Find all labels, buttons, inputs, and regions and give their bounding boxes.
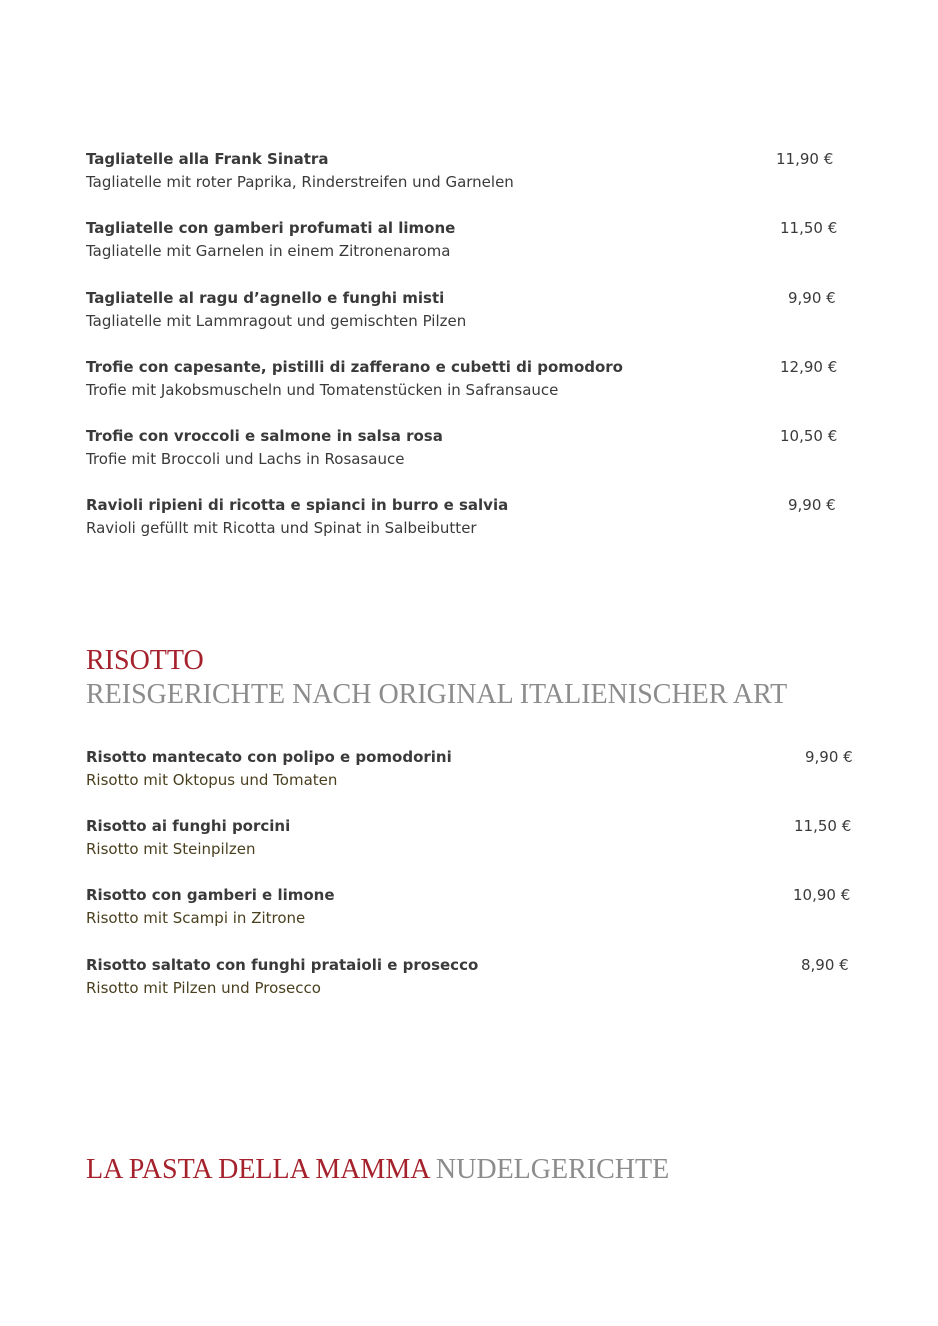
dish-price: 11,50 € <box>794 817 852 835</box>
dish-price: 11,50 € <box>780 219 838 237</box>
menu-item <box>86 815 866 861</box>
dish-description: Risotto mit Scampi in Zitrone <box>86 909 306 927</box>
dish-name: Tagliatelle al ragu d’agnello e funghi misti <box>86 289 445 307</box>
dish-description: Risotto mit Oktopus und Tomaten <box>86 771 338 789</box>
dish-price: 8,90 € <box>801 956 849 974</box>
dish-name: Trofie con vroccoli e salmone in salsa rosa <box>86 427 443 445</box>
dish-price: 9,90 € <box>805 748 853 766</box>
menu-item <box>86 356 866 402</box>
dish-description: Tagliatelle mit Garnelen in einem Zitronenaroma <box>86 242 451 260</box>
menu-item <box>86 954 866 1000</box>
dish-price: 10,50 € <box>780 427 838 445</box>
dish-price: 12,90 € <box>780 358 838 376</box>
section-subtitle: NUDELGERICHTE <box>435 1154 670 1185</box>
dish-name: Risotto mantecato con polipo e pomodorini <box>86 748 452 766</box>
dish-price: 9,90 € <box>788 289 836 307</box>
dish-description: Tagliatelle mit Lammragout und gemischten Pilzen <box>86 312 467 330</box>
section-subtitle: REISGERICHTE NACH ORIGINAL ITALIENISCHER ART <box>86 679 788 710</box>
dish-description: Risotto mit Steinpilzen <box>86 840 256 858</box>
dish-name: Risotto saltato con funghi prataioli e prosecco <box>86 956 479 974</box>
menu-item <box>86 884 866 930</box>
section-title: LA PASTA DELLA MAMMA <box>86 1154 429 1185</box>
section-title: RISOTTO <box>86 645 204 676</box>
dish-name: Tagliatelle con gamberi profumati al limone <box>86 219 456 237</box>
dish-name: Risotto ai funghi porcini <box>86 817 291 835</box>
dish-price: 10,90 € <box>793 886 851 904</box>
dish-description: Trofie mit Jakobsmuscheln und Tomatenstücken in Safransauce <box>86 381 559 399</box>
dish-price: 9,90 € <box>788 496 836 514</box>
dish-name: Risotto con gamberi e limone <box>86 886 335 904</box>
menu-item <box>86 494 866 540</box>
section-heading <box>86 1153 669 1187</box>
dish-description: Risotto mit Pilzen und Prosecco <box>86 979 321 997</box>
dish-description: Tagliatelle mit roter Paprika, Rinderstreifen und Garnelen <box>86 173 514 191</box>
menu-item <box>86 746 866 792</box>
dish-price: 11,90 € <box>776 150 834 168</box>
menu-item <box>86 425 866 471</box>
dish-name: Tagliatelle alla Frank Sinatra <box>86 150 329 168</box>
dish-description: Trofie mit Broccoli und Lachs in Rosasauce <box>86 450 405 468</box>
menu-item <box>86 217 866 263</box>
menu-item <box>86 287 866 333</box>
dish-description: Ravioli gefüllt mit Ricotta und Spinat in Salbeibutter <box>86 519 477 537</box>
dish-name: Ravioli ripieni di ricotta e spianci in burro e salvia <box>86 496 509 514</box>
dish-name: Trofie con capesante, pistilli di zafferano e cubetti di pomodoro <box>86 358 623 376</box>
menu-item <box>86 148 866 194</box>
